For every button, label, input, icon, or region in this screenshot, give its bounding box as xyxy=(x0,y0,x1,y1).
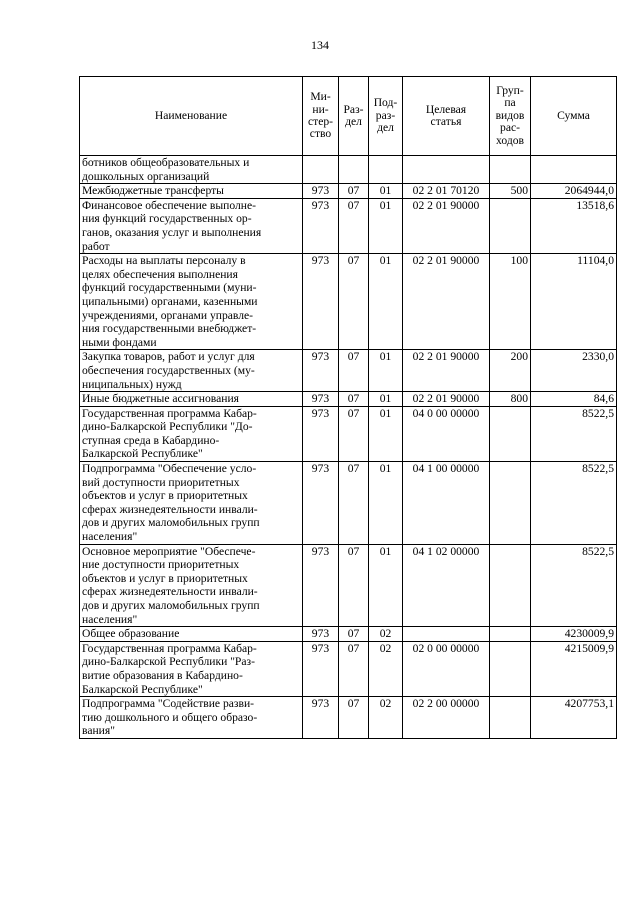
header-expense-group xyxy=(490,77,531,156)
cell-section: 07 xyxy=(339,198,369,253)
cell-subsection xyxy=(369,156,403,184)
cell-name-line: ными фондами xyxy=(82,335,157,349)
table-row xyxy=(80,406,617,461)
cell-name-line: дино-Балкарской Республики "До- xyxy=(82,420,253,434)
cell-target-article: 02 0 00 00000 xyxy=(403,641,490,696)
cell-name-line: объектов и услуг в приоритетных xyxy=(82,571,248,585)
cell-subsection: 01 xyxy=(369,392,403,407)
cell-name xyxy=(80,156,303,184)
cell-name-line: ступная среда в Кабардино- xyxy=(82,433,220,447)
cell-name xyxy=(80,406,303,461)
header-line: ни- xyxy=(312,102,329,116)
cell-name-line: Основное мероприятие "Обеспече- xyxy=(82,544,256,558)
cell-name-line: ганов, оказания услуг и выполнения xyxy=(82,225,262,239)
cell-target-article: 04 1 00 00000 xyxy=(403,462,490,545)
cell-section: 07 xyxy=(339,544,369,627)
cell-name-line: функций государственными (муни- xyxy=(82,281,257,295)
header-line: дел xyxy=(377,121,394,135)
cell-expense-group: 500 xyxy=(490,184,531,199)
cell-name-line: ципальными) органами, казенными xyxy=(82,294,258,308)
header-name xyxy=(80,77,303,156)
cell-sum: 4207753,1 xyxy=(531,697,617,739)
cell-name-line: Балкарской Республике" xyxy=(82,447,203,461)
cell-sum: 84,6 xyxy=(531,392,617,407)
cell-name-line: учреждениями, органами управле- xyxy=(82,308,254,322)
table-row xyxy=(80,350,617,392)
cell-name-line: ниципальных) нужд xyxy=(82,377,182,391)
cell-ministry: 973 xyxy=(303,627,339,642)
cell-sum: 11104,0 xyxy=(531,254,617,350)
cell-subsection: 02 xyxy=(369,697,403,739)
cell-subsection: 02 xyxy=(369,641,403,696)
cell-ministry: 973 xyxy=(303,198,339,253)
header-line: ство xyxy=(309,127,332,141)
cell-ministry: 973 xyxy=(303,254,339,350)
cell-section xyxy=(339,156,369,184)
cell-target-article: 02 2 01 70120 xyxy=(403,184,490,199)
table-row xyxy=(80,641,617,696)
header-line: Ми- xyxy=(310,90,331,104)
cell-target-article: 02 2 00 00000 xyxy=(403,697,490,739)
cell-subsection: 02 xyxy=(369,627,403,642)
cell-target-article: 02 2 01 90000 xyxy=(403,392,490,407)
cell-ministry: 973 xyxy=(303,406,339,461)
cell-name-line: витие образования в Кабардино- xyxy=(82,668,243,682)
cell-name-line: обеспечения государственных (му- xyxy=(82,363,255,377)
cell-ministry: 973 xyxy=(303,641,339,696)
cell-target-article: 04 0 00 00000 xyxy=(403,406,490,461)
cell-name xyxy=(80,627,303,642)
cell-name xyxy=(80,392,303,407)
cell-expense-group: 100 xyxy=(490,254,531,350)
cell-name-line: сферах жизнедеятельности инвали- xyxy=(82,502,258,516)
cell-sum: 4215009,9 xyxy=(531,641,617,696)
cell-section: 07 xyxy=(339,392,369,407)
cell-section: 07 xyxy=(339,462,369,545)
cell-section: 07 xyxy=(339,406,369,461)
cell-name-line: ния функций государственных ор- xyxy=(82,212,252,226)
cell-expense-group xyxy=(490,198,531,253)
cell-name xyxy=(80,184,303,199)
cell-section: 07 xyxy=(339,627,369,642)
header-line: дел xyxy=(345,115,362,128)
cell-section: 07 xyxy=(339,697,369,739)
cell-ministry xyxy=(303,156,339,184)
cell-name-line: вий доступности приоритетных xyxy=(82,475,240,489)
cell-subsection: 01 xyxy=(369,184,403,199)
table-row xyxy=(80,254,617,350)
cell-ministry: 973 xyxy=(303,350,339,392)
header-section xyxy=(339,77,369,156)
cell-name-line: дино-Балкарской Республики "Раз- xyxy=(82,655,255,669)
cell-expense-group xyxy=(490,156,531,184)
cell-expense-group xyxy=(490,697,531,739)
cell-name-line: сферах жизнедеятельности инвали- xyxy=(82,585,258,599)
header-line: раз- xyxy=(375,108,396,122)
cell-expense-group xyxy=(490,544,531,627)
cell-name xyxy=(80,697,303,739)
cell-name-line: Межбюджетные трансферты xyxy=(82,184,224,198)
table-row xyxy=(80,392,617,407)
cell-name-line: Балкарской Республике" xyxy=(82,682,203,696)
cell-target-article: 02 2 01 90000 xyxy=(403,198,490,253)
cell-name-line: Общее образование xyxy=(82,627,180,641)
header-line: статья xyxy=(430,115,462,128)
cell-name-line: целях обеспечения выполнения xyxy=(82,267,238,281)
cell-name xyxy=(80,198,303,253)
cell-sum: 4230009,9 xyxy=(531,627,617,642)
cell-name-line: населения" xyxy=(82,612,138,626)
cell-name-line: работ xyxy=(82,239,110,253)
cell-subsection: 01 xyxy=(369,350,403,392)
cell-target-article: 02 2 01 90000 xyxy=(403,254,490,350)
cell-ministry: 973 xyxy=(303,462,339,545)
cell-name-line: Подпрограмма "Содействие разви- xyxy=(82,697,255,711)
cell-name-line: дошкольных организаций xyxy=(82,169,210,183)
cell-name-line: вания" xyxy=(82,724,115,738)
table-row xyxy=(80,627,617,642)
cell-target-article: 02 2 01 90000 xyxy=(403,350,490,392)
cell-ministry: 973 xyxy=(303,697,339,739)
header-sum xyxy=(531,77,617,156)
header-ministry xyxy=(303,77,339,156)
table-row xyxy=(80,462,617,545)
header-line: ходов xyxy=(496,133,524,147)
cell-name-line: ние доступности приоритетных xyxy=(82,558,240,572)
cell-name xyxy=(80,462,303,545)
cell-name-line: Государственная программа Кабар- xyxy=(82,641,257,655)
cell-name-line: Подпрограмма "Обеспечение усло- xyxy=(82,462,257,476)
cell-sum: 2064944,0 xyxy=(531,184,617,199)
cell-name-line: Государственная программа Кабар- xyxy=(82,406,257,420)
cell-name-line: Расходы на выплаты персоналу в xyxy=(82,254,246,268)
table-row xyxy=(80,697,617,739)
cell-name xyxy=(80,350,303,392)
cell-subsection: 01 xyxy=(369,462,403,545)
header-line: па xyxy=(504,96,516,110)
cell-name-line: Закупка товаров, работ и услуг для xyxy=(82,350,255,364)
header-line: Наименование xyxy=(154,108,228,122)
header-target-article xyxy=(403,77,490,156)
header-line: Раз- xyxy=(343,102,364,116)
cell-name-line: Финансовое обеспечение выполне- xyxy=(82,198,256,212)
header-line: Сумма xyxy=(557,108,590,122)
cell-subsection: 01 xyxy=(369,544,403,627)
cell-ministry: 973 xyxy=(303,392,339,407)
header-line: Целевая xyxy=(425,102,467,116)
cell-ministry: 973 xyxy=(303,184,339,199)
header-line: Груп- xyxy=(496,83,524,97)
cell-sum: 13518,6 xyxy=(531,198,617,253)
cell-expense-group: 800 xyxy=(490,392,531,407)
cell-expense-group: 200 xyxy=(490,350,531,392)
cell-target-article: 04 1 02 00000 xyxy=(403,544,490,627)
cell-expense-group xyxy=(490,462,531,545)
cell-section: 07 xyxy=(339,184,369,199)
cell-ministry: 973 xyxy=(303,544,339,627)
cell-section: 07 xyxy=(339,350,369,392)
cell-name-line: дов и других маломобильных групп xyxy=(82,516,260,530)
cell-sum: 2330,0 xyxy=(531,350,617,392)
header-line: рас- xyxy=(500,121,520,135)
cell-expense-group xyxy=(490,627,531,642)
cell-name-line: ботников общеобразовательных и xyxy=(82,156,250,169)
cell-name-line: дов и других маломобильных групп xyxy=(82,599,260,612)
cell-sum xyxy=(531,156,617,184)
cell-target-article xyxy=(403,156,490,184)
header-subsection xyxy=(369,77,403,156)
table-body xyxy=(80,156,617,739)
table-row xyxy=(80,544,617,627)
header-line: Под- xyxy=(373,96,398,110)
cell-sum: 8522,5 xyxy=(531,544,617,627)
cell-sum: 8522,5 xyxy=(531,406,617,461)
cell-name xyxy=(80,254,303,350)
cell-subsection: 01 xyxy=(369,254,403,350)
page-number: 134 xyxy=(311,38,329,52)
cell-sum: 8522,5 xyxy=(531,462,617,545)
table-row xyxy=(80,198,617,253)
cell-subsection: 01 xyxy=(369,406,403,461)
budget-table xyxy=(79,76,617,739)
cell-expense-group xyxy=(490,406,531,461)
cell-target-article xyxy=(403,627,490,642)
cell-name-line: ния государственными внебюджет- xyxy=(82,322,257,336)
table-row xyxy=(80,184,617,199)
table-row xyxy=(80,156,617,184)
cell-name-line: Иные бюджетные ассигнования xyxy=(82,392,239,406)
cell-name xyxy=(80,544,303,627)
cell-name-line: объектов и услуг в приоритетных xyxy=(82,489,248,503)
cell-expense-group xyxy=(490,641,531,696)
cell-subsection: 01 xyxy=(369,198,403,253)
table-header-row xyxy=(80,77,617,156)
cell-name-line: тию дошкольного и общего образо- xyxy=(82,710,258,724)
cell-section: 07 xyxy=(339,254,369,350)
cell-name xyxy=(80,641,303,696)
cell-name-line: населения" xyxy=(82,530,138,544)
header-line: видов xyxy=(495,108,525,122)
header-line: стер- xyxy=(307,115,334,128)
cell-section: 07 xyxy=(339,641,369,696)
